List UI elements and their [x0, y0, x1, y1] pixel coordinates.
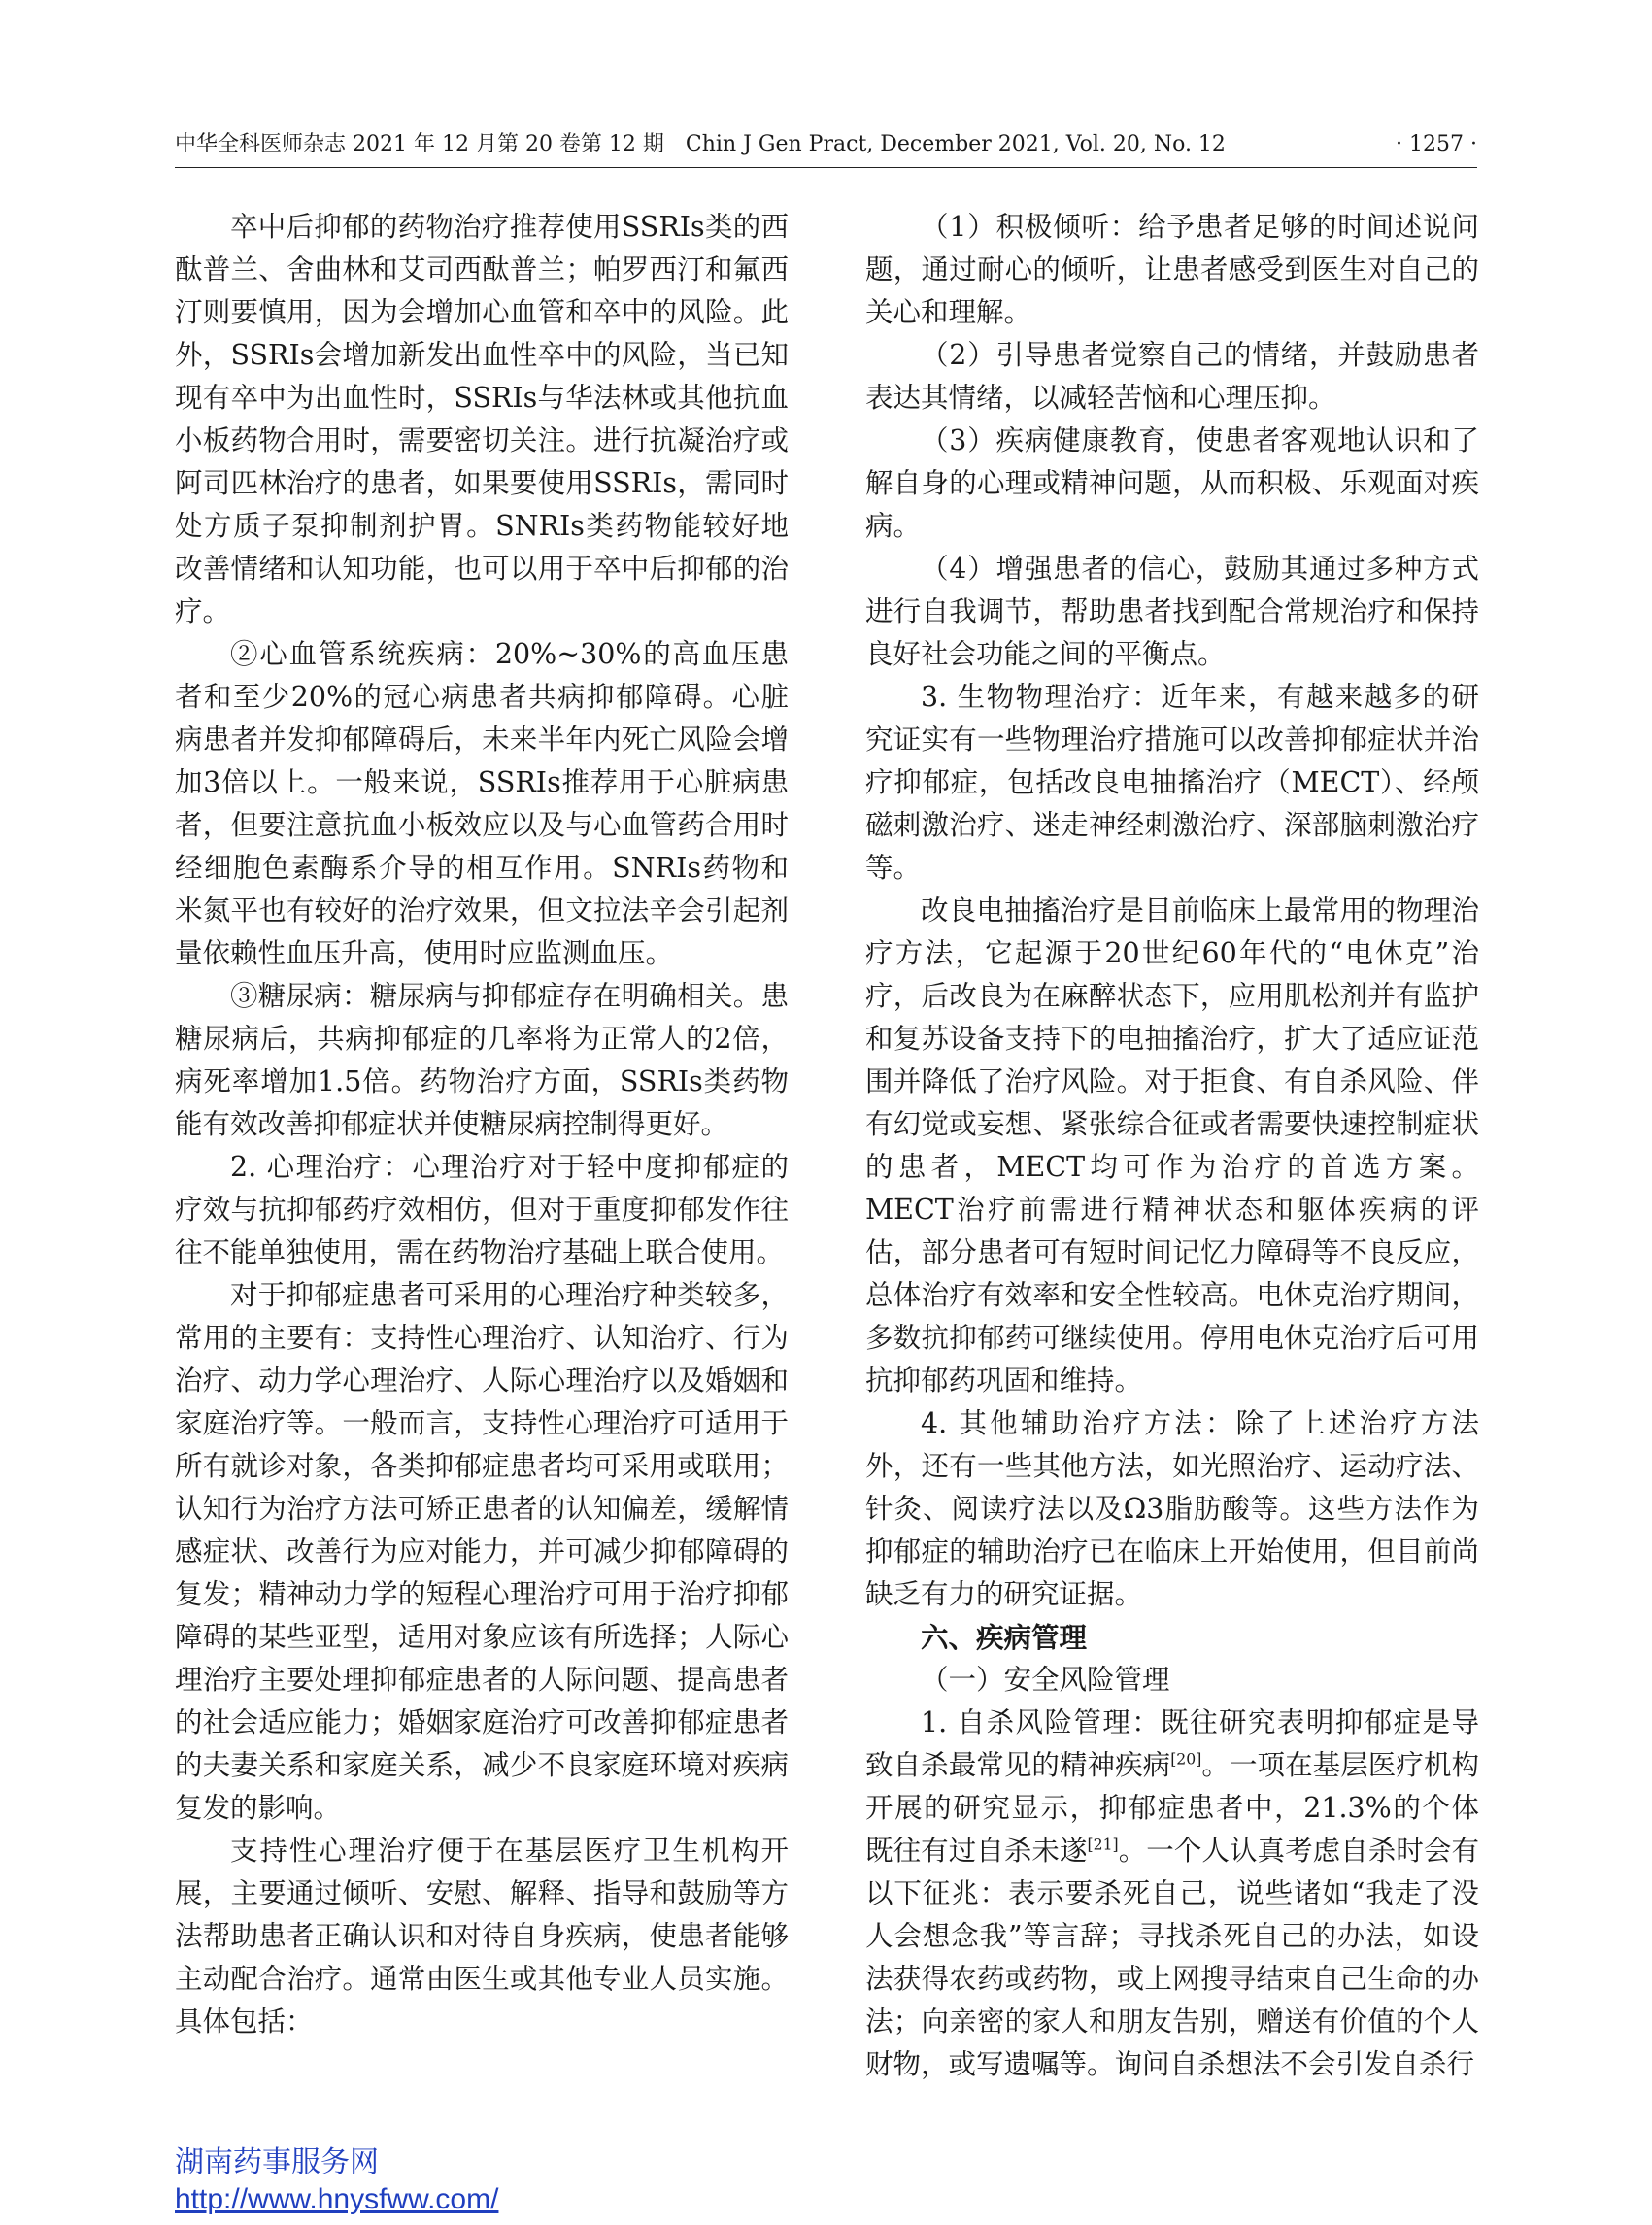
left-column: [175, 206, 789, 2043]
watermark-footer: [175, 2144, 498, 2218]
text-run: 。一个人认真考虑自杀时会有以下征兆：表示要杀死自己，说些诸如“我走了没人会想念我”等言辞；寻找杀死自己的办法，如设法获得农药或药物，或上网搜寻结束自己生命的办法；向亲密的家人和朋友告别，赠送有价值的个人财物，或写遗嘱等。询问自杀想法不会引发自杀行: [865, 1835, 1479, 2080]
paragraph: 改良电抽搐治疗是目前临床上最常用的物理治疗方法，它起源于20世纪60年代的“电休克”治疗，后改良为在麻醉状态下，应用肌松剂并有监护和复苏设备支持下的电抽搐治疗，扩大了适应证范围并降低了治疗风险。对于拒食、有自杀风险、伴有幻觉或妄想、紧张综合征或者需要快速控制症状的患者，MECT均可作为治疗的首选方案。MECT治疗前需进行精神状态和躯体疾病的评估，部分患者可有短时间记忆力障碍等不良反应，总体治疗有效率和安全性较高。电休克治疗期间，多数抗抑郁药可继续使用。停用电休克治疗后可用抗抑郁药巩固和维持。: [865, 894, 1479, 1397]
paragraph: 3. 生物物理治疗：近年来，有越来越多的研究证实有一些物理治疗措施可以改善抑郁症状并治疗抑郁症，包括改良电抽搐治疗（MECT）、经颅磁刺激治疗、迷走神经刺激治疗、深部脑刺激治疗等。: [865, 681, 1479, 884]
paragraph: [865, 1702, 1479, 2086]
site-name: 湖南药事服务网: [175, 2146, 379, 2178]
paragraph: 2. 心理治疗：心理治疗对于轻中度抑郁症的疗效与抗抑郁药疗效相仿，但对于重度抑郁发作往往不能单独使用，需在药物治疗基础上联合使用。: [175, 1151, 789, 1268]
text-run: 1. 自杀风险管理：既往研究表明抑郁症是导致自杀最常见的精神疾病: [865, 1706, 1479, 1781]
paragraph: （4）增强患者的信心，鼓励其通过多种方式进行自我调节，帮助患者找到配合常规治疗和保持良好社会功能之间的平衡点。: [865, 553, 1479, 670]
running-header: [175, 130, 1477, 168]
paragraph: （2）引导患者觉察自己的情绪，并鼓励患者表达其情绪，以减轻苦恼和心理压抑。: [865, 339, 1479, 414]
site-url-link[interactable]: http://www.hnysfww.com/: [175, 2183, 499, 2215]
text-run: 。一项在基层医疗机构开展的研究显示，抑郁症患者中，21.3%的个体既往有过自杀未遂: [865, 1749, 1479, 1867]
paragraph: （1）积极倾听：给予患者足够的时间述说问题，通过耐心的倾听，让患者感受到医生对自己的关心和理解。: [865, 211, 1479, 328]
reference-marker[interactable]: [20]: [1170, 1749, 1202, 1769]
paragraph: 卒中后抑郁的药物治疗推荐使用SSRIs类的西酞普兰、舍曲林和艾司西酞普兰；帕罗西汀和氟西汀则要慎用，因为会增加心血管和卒中的风险。此外，SSRIs会增加新发出血性卒中的风险，当已知现有卒中为出血性时，SSRIs与华法林或其他抗血小板药物合用时，需要密切关注。进行抗凝治疗或阿司匹林治疗的患者，如果要使用SSRIs，需同时处方质子泵抑制剂护胃。SNRIs类药物能较好地改善情绪和认知功能，也可以用于卒中后抑郁的治疗。: [175, 211, 789, 627]
paragraph: 4. 其他辅助治疗方法：除了上述治疗方法外，还有一些其他方法，如光照治疗、运动疗法、针灸、阅读疗法以及Ω3脂肪酸等。这些方法作为抑郁症的辅助治疗已在临床上开始使用，但目前尚缺乏有力的研究证据。: [865, 1407, 1479, 1610]
journal-citation: 中华全科医师杂志 2021 年 12 月第 20 卷第 12 期 Chin J Gen Pract, December 2021, Vol. 20, No. 12: [175, 132, 1226, 156]
page-number: · 1257 ·: [1396, 132, 1477, 156]
paragraph: 对于抑郁症患者可采用的心理治疗种类较多，常用的主要有：支持性心理治疗、认知治疗、行为治疗、动力学心理治疗、人际心理治疗以及婚姻和家庭治疗等。一般而言，支持性心理治疗可适用于所有就诊对象，各类抑郁症患者均可采用或联用；认知行为治疗方法可矫正患者的认知偏差，缓解情感症状、改善行为应对能力，并可减少抑郁障碍的复发；精神动力学的短程心理治疗可用于治疗抑郁障碍的某些亚型，适用对象应该有所选择；人际心理治疗主要处理抑郁症患者的人际问题、提高患者的社会适应能力；婚姻家庭治疗可改善抑郁症患者的夫妻关系和家庭关系，减少不良家庭环境对疾病复发的影响。: [175, 1279, 789, 1824]
subsection-heading: （一）安全风险管理: [921, 1664, 1170, 1696]
paragraph: ②心血管系统疾病：20%~30%的高血压患者和至少20%的冠心病患者共病抑郁障碍。心脏病患者并发抑郁障碍后，未来半年内死亡风险会增加3倍以上。一般来说，SSRIs推荐用于心脏病患者，但要注意抗血小板效应以及与心血管药合用时经细胞色素酶系介导的相互作用。SNRIs药物和米氮平也有较好的治疗效果，但文拉法辛会引起剂量依赖性血压升高，使用时应监测血压。: [175, 638, 789, 969]
right-column: [865, 206, 1479, 2086]
paragraph: 支持性心理治疗便于在基层医疗卫生机构开展，主要通过倾听、安慰、解释、指导和鼓励等方法帮助患者正确认识和对待自身疾病，使患者能够主动配合治疗。通常由医生或其他专业人员实施。具体包括：: [175, 1835, 789, 2038]
paragraph: （3）疾病健康教育，使患者客观地认识和了解自身的心理或精神问题，从而积极、乐观面对疾病。: [865, 424, 1479, 542]
section-heading: 六、疾病管理: [921, 1621, 1088, 1654]
paragraph: ③糖尿病：糖尿病与抑郁症存在明确相关。患糖尿病后，共病抑郁症的几率将为正常人的2倍，病死率增加1.5倍。药物治疗方面，SSRIs类药物能有效改善抑郁症状并使糖尿病控制得更好。: [175, 980, 789, 1140]
reference-marker[interactable]: [21]: [1087, 1835, 1119, 1854]
